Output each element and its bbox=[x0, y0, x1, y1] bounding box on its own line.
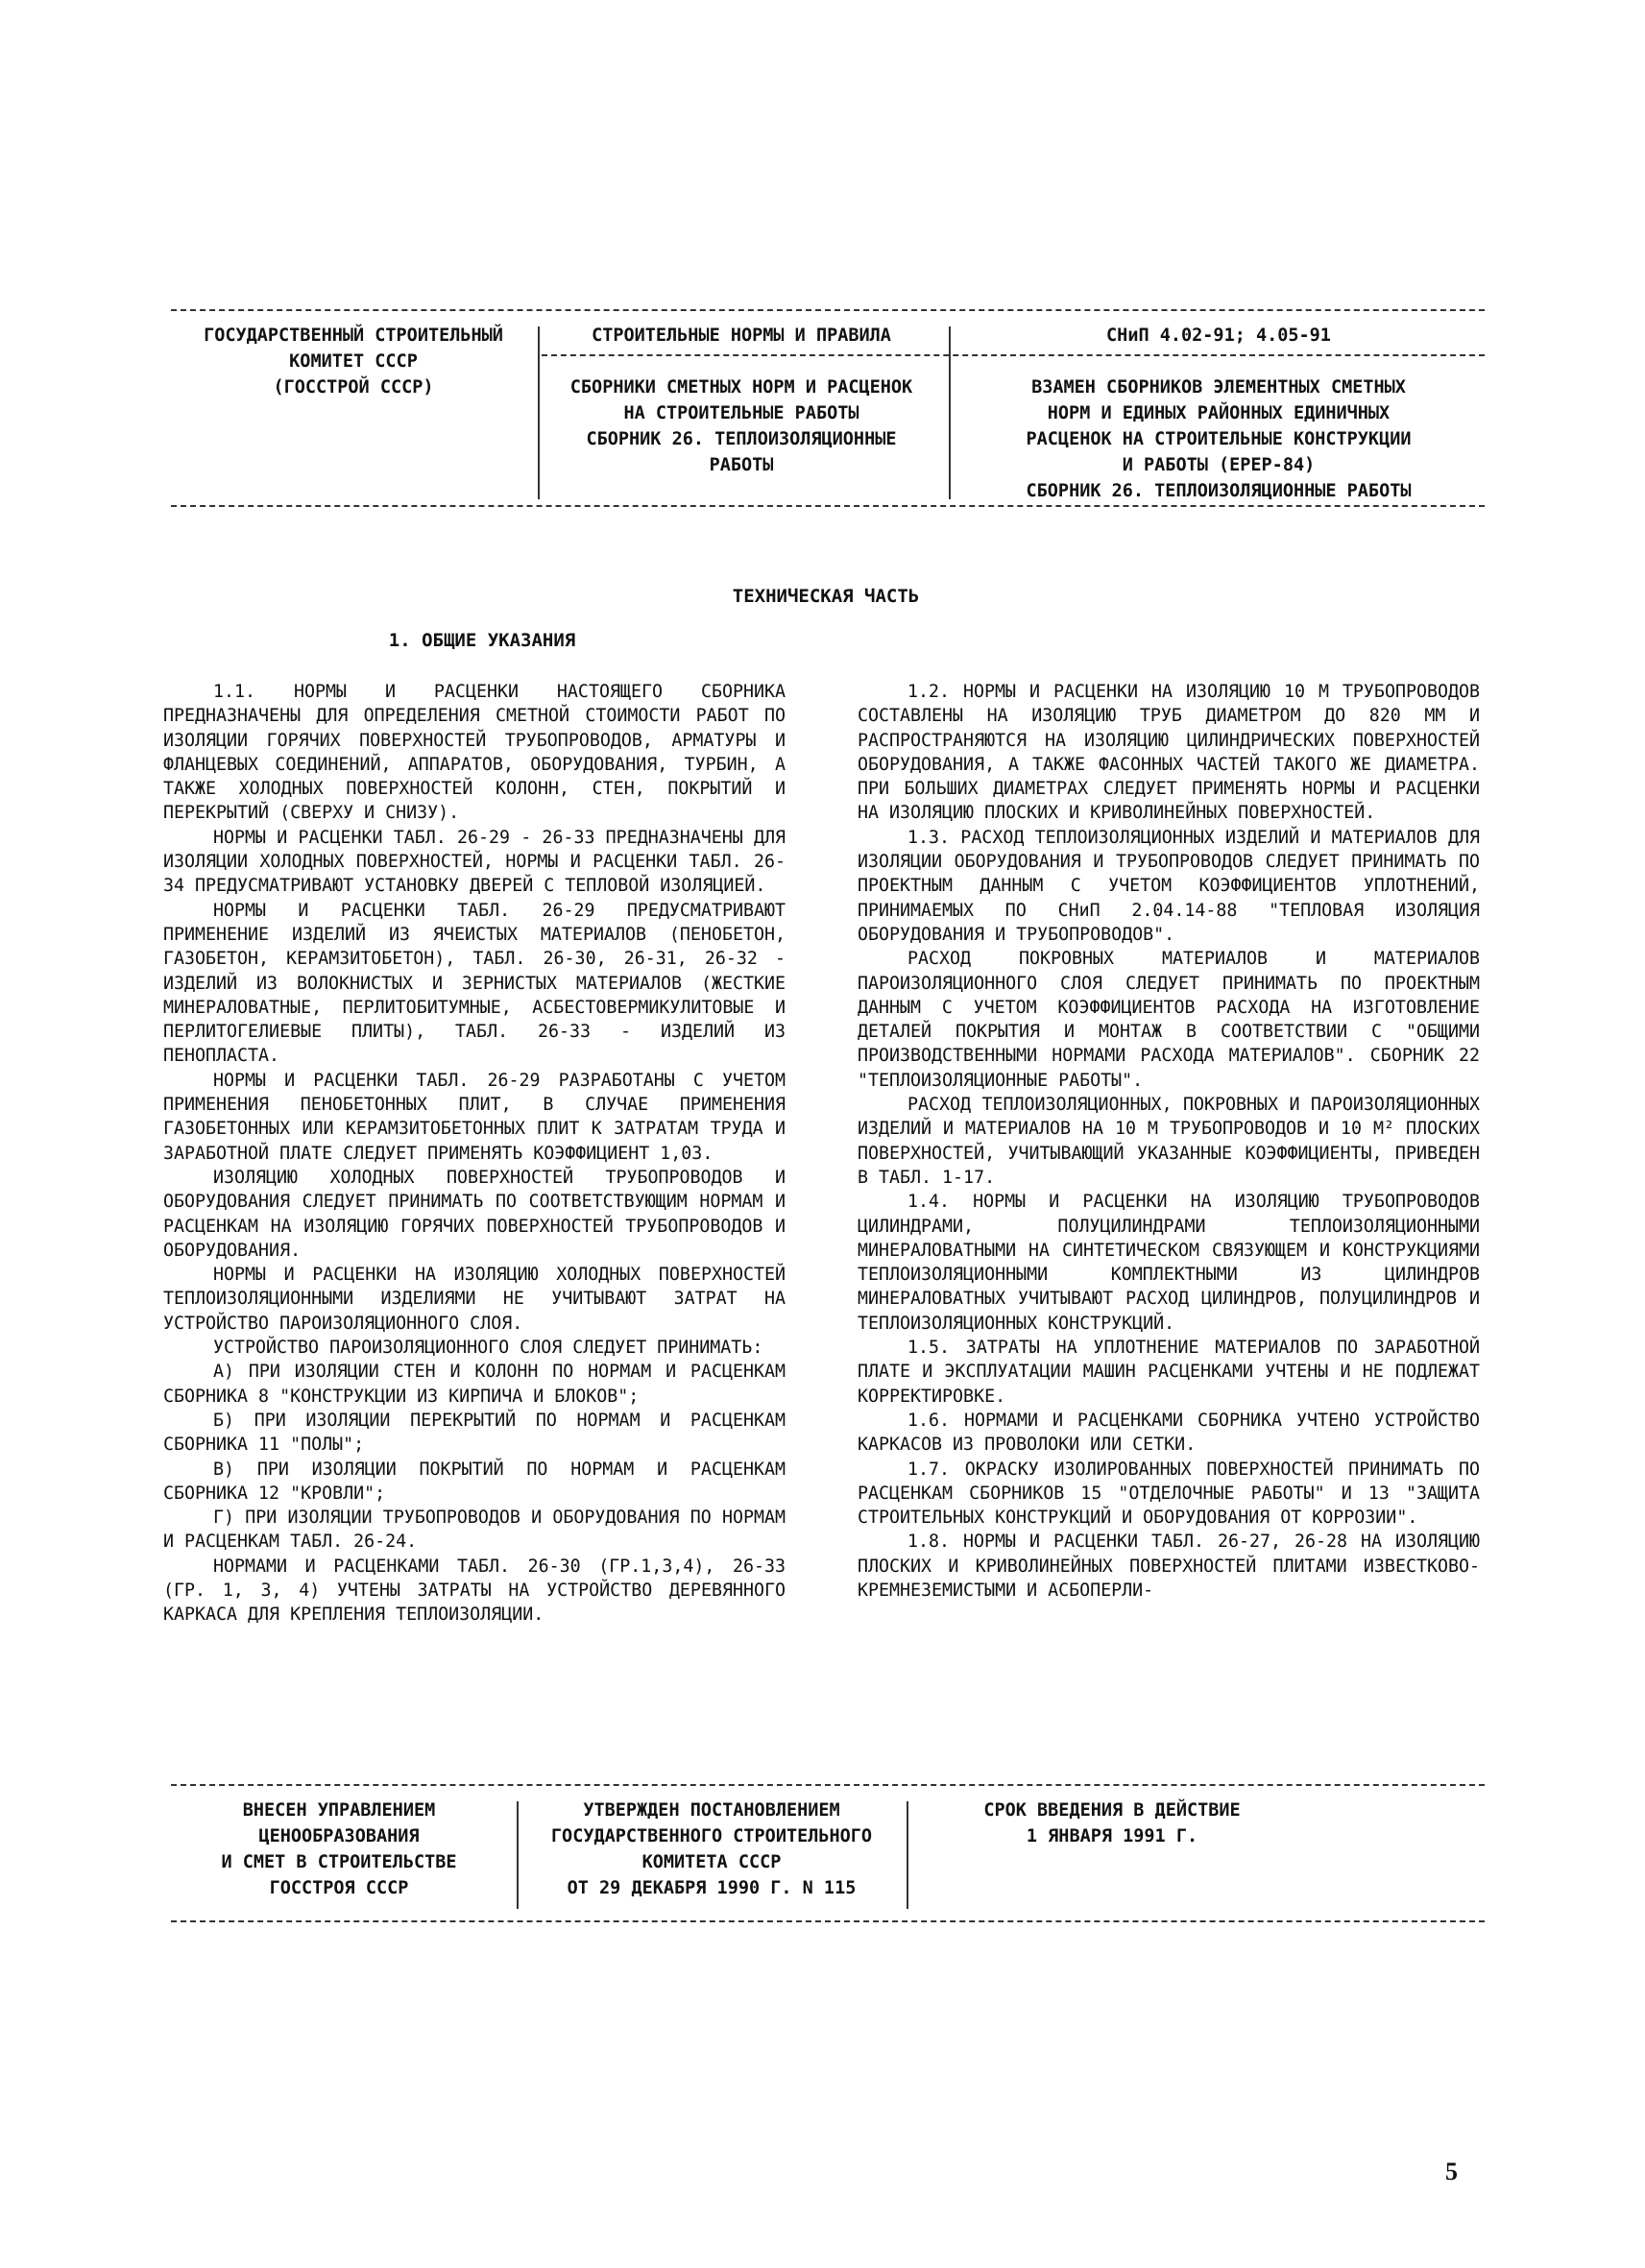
approved-by-block bbox=[520, 1798, 903, 1901]
header-top-rule bbox=[171, 309, 1485, 311]
snip-code: СНиП 4.02-91; 4.05-91 bbox=[1106, 326, 1331, 346]
issuer-line: ГОСУДАРСТВЕННЫЙ СТРОИТЕЛЬНЫЙ bbox=[204, 326, 503, 346]
paragraph: РАСХОД ТЕПЛОИЗОЛЯЦИОННЫХ, ПОКРОВНЫХ И ПАРОИЗОЛЯЦИОННЫХ ИЗДЕЛИЙ И МАТЕРИАЛОВ НА 10 М ТРУБОПРОВОДОВ И 10 М² ПЛОСКИХ ПОВЕРХНОСТЕЙ, УЧИТЫВАЮЩИЙ УКАЗАННЫЕ КОЭФФИЦИЕНТЫ, ПРИВЕДЕН В ТАБЛ. 1-17. bbox=[858, 1095, 1480, 1188]
series-title: СТРОИТЕЛЬНЫЕ НОРМЫ И ПРАВИЛА bbox=[592, 326, 891, 346]
paragraph: 1.8. НОРМЫ И РАСЦЕНКИ ТАБЛ. 26-27, 26-28 НА ИЗОЛЯЦИЮ ПЛОСКИХ И КРИВОЛИНЕЙНЫХ ПОВЕРХНОСТЕЙ ПЛИТАМИ ИЗВЕСТКОВО-КРЕМНЕЗЕМИСТЫМИ И АСБОПЕРЛИ- bbox=[858, 1532, 1480, 1601]
paragraph: 1.2. НОРМЫ И РАСЦЕНКИ НА ИЗОЛЯЦИЮ 10 М ТРУБОПРОВОДОВ СОСТАВЛЕНЫ НА ИЗОЛЯЦИЮ ТРУБ ДИАМЕТРОМ ДО 820 ММ И РАСПРОСТРАНЯЮТСЯ НА ИЗОЛЯЦИЮ ЦИЛИНДРИЧЕСКИХ ПОВЕРХНОСТЕЙ ОБОРУДОВАНИЯ, А ТАКЖЕ ФАСОННЫХ ЧАСТЕЙ ТАКОГО ЖЕ ДИАМЕТРА. ПРИ БОЛЬШИХ ДИАМЕТРАХ СЛЕДУЕТ ПРИМЕНЯТЬ НОРМЫ И РАСЦЕНКИ НА ИЗОЛЯЦИЮ ПЛОСКИХ И КРИВОЛИНЕЙНЫХ ПОВЕРХНОСТЕЙ. bbox=[858, 682, 1480, 824]
approved-by-line: КОМИТЕТА СССР bbox=[641, 1852, 782, 1872]
paragraph: НОРМАМИ И РАСЦЕНКАМИ ТАБЛ. 26-30 (ГР.1,3,4), 26-33 (ГР. 1, 3, 4) УЧТЕНЫ ЗАТРАТЫ НА УСТРОЙСТВО ДЕРЕВЯННОГО КАРКАСА ДЛЯ КРЕПЛЕНИЯ ТЕПЛОИЗОЛЯЦИИ. bbox=[163, 1556, 786, 1626]
introduced-by-line: ГОССТРОЯ СССР bbox=[269, 1878, 409, 1898]
effective-line: 1 ЯНВАРЯ 1991 Г. bbox=[1026, 1826, 1198, 1846]
paragraph: Б) ПРИ ИЗОЛЯЦИИ ПЕРЕКРЫТИЙ ПО НОРМАМ И РАСЦЕНКАМ СБОРНИКА 11 "ПОЛЫ"; bbox=[163, 1410, 786, 1456]
approved-by-line: ОТ 29 ДЕКАБРЯ 1990 Г. N 115 bbox=[567, 1878, 857, 1898]
paragraph: 1.3. РАСХОД ТЕПЛОИЗОЛЯЦИОННЫХ ИЗДЕЛИЙ И МАТЕРИАЛОВ ДЛЯ ИЗОЛЯЦИИ ОБОРУДОВАНИЯ И ТРУБОПРОВОДОВ СЛЕДУЕТ ПРИНИМАТЬ ПО ПРОЕКТНЫМ ДАННЫМ С УЧЕТОМ КОЭФФИЦИЕНТОВ УПЛОТНЕНИЙ, ПРИНИМАЕМЫХ ПО СНиП 2.04.14-88 "ТЕПЛОВАЯ ИЗОЛЯЦИЯ ОБОРУДОВАНИЯ И ТРУБОПРОВОДОВ". bbox=[858, 827, 1480, 945]
right-column bbox=[858, 680, 1480, 1603]
replaces-line: НОРМ И ЕДИНЫХ РАЙОННЫХ ЕДИНИЧНЫХ bbox=[1047, 403, 1391, 423]
subsection-title: 1. ОБЩИЕ УКАЗАНИЯ bbox=[388, 630, 576, 651]
effective-line: СРОК ВВЕДЕНИЯ В ДЕЙСТВИЕ bbox=[983, 1800, 1241, 1821]
paragraph: 1.7. ОКРАСКУ ИЗОЛИРОВАННЫХ ПОВЕРХНОСТЕЙ ПРИНИМАТЬ ПО РАСЦЕНКАМ СБОРНИКОВ 15 "ОТДЕЛОЧНЫЕ РАБОТЫ" И 13 "ЗАЩИТА СТРОИТЕЛЬНЫХ КОНСТРУКЦИЙ И ОБОРУДОВАНИЯ ОТ КОРРОЗИИ". bbox=[858, 1459, 1480, 1529]
replaces-line: ВЗАМЕН СБОРНИКОВ ЭЛЕМЕНТНЫХ СМЕТНЫХ bbox=[1031, 377, 1406, 398]
paragraph: 1.4. НОРМЫ И РАСЦЕНКИ НА ИЗОЛЯЦИЮ ТРУБОПРОВОДОВ ЦИЛИНДРАМИ, ПОЛУЦИЛИНДРАМИ ТЕПЛОИЗОЛЯЦИОННЫМИ МИНЕРАЛОВАТНЫМИ НА СИНТЕТИЧЕСКОМ СВЯЗУЮЩЕМ И КОНСТРУКЦИЯМИ ТЕПЛОИЗОЛЯЦИОННЫМИ КОМПЛЕКТНЫМИ ИЗ ЦИЛИНДРОВ МИНЕРАЛОВАТНЫХ УЧИТЫВАЮТ РАСХОД ЦИЛИНДРОВ, ПОЛУЦИЛИНДРОВ И ТЕПЛОИЗОЛЯЦИОННЫХ КОНСТРУКЦИЙ. bbox=[858, 1192, 1480, 1334]
introduced-by-line: ЦЕНООБРАЗОВАНИЯ bbox=[258, 1826, 420, 1846]
paragraph: Г) ПРИ ИЗОЛЯЦИИ ТРУБОПРОВОДОВ И ОБОРУДОВАНИЯ ПО НОРМАМ И РАСЦЕНКАМ ТАБЛ. 26-24. bbox=[163, 1508, 786, 1553]
issuer-line: КОМИТЕТ СССР bbox=[289, 351, 418, 372]
paragraph: В) ПРИ ИЗОЛЯЦИИ ПОКРЫТИЙ ПО НОРМАМ И РАСЦЕНКАМ СБОРНИКА 12 "КРОВЛИ"; bbox=[163, 1459, 786, 1504]
paragraph: УСТРОЙСТВО ПАРОИЗОЛЯЦИОННОГО СЛОЯ СЛЕДУЕТ ПРИНИМАТЬ: bbox=[213, 1338, 763, 1359]
replaces-line: СБОРНИК 26. ТЕПЛОИЗОЛЯЦИОННЫЕ РАБОТЫ bbox=[1026, 481, 1412, 501]
code-block bbox=[953, 323, 1485, 503]
header-divider bbox=[949, 326, 951, 499]
paragraph: НОРМЫ И РАСЦЕНКИ ТАБЛ. 26-29 РАЗРАБОТАНЫ С УЧЕТОМ ПРИМЕНЕНИЯ ПЕНОБЕТОННЫХ ПЛИТ, В СЛУЧАЕ ПРИМЕНЕНИЯ ГАЗОБЕТОННЫХ ИЛИ КЕРАМЗИТОБЕТОННЫХ ПЛИТ К ЗАТРАТАМ ТРУДА И ЗАРАБОТНОЙ ПЛАТЕ СЛЕДУЕТ ПРИМЕНЯТЬ КОЭФФИЦИЕНТ 1,03. bbox=[163, 1070, 786, 1164]
collection-block bbox=[542, 323, 941, 503]
collection-line: НА СТРОИТЕЛЬНЫЕ РАБОТЫ bbox=[623, 403, 859, 423]
paragraph: НОРМЫ И РАСЦЕНКИ НА ИЗОЛЯЦИЮ ХОЛОДНЫХ ПОВЕРХНОСТЕЙ ТЕПЛОИЗОЛЯЦИОННЫМИ ИЗДЕЛИЯМИ НЕ УЧИТЫВАЮТ ЗАТРАТ НА УСТРОЙСТВО ПАРОИЗОЛЯЦИОННОГО СЛОЯ. bbox=[163, 1265, 786, 1334]
introduced-by-block bbox=[171, 1798, 507, 1901]
section-title: ТЕХНИЧЕСКАЯ ЧАСТЬ bbox=[732, 586, 920, 607]
header-divider bbox=[538, 326, 540, 499]
header-bottom-rule bbox=[171, 505, 1485, 507]
footer-bottom-rule bbox=[171, 1920, 1485, 1922]
collection-line: РАБОТЫ bbox=[709, 455, 774, 475]
paragraph: 1.1. НОРМЫ И РАСЦЕНКИ НАСТОЯЩЕГО СБОРНИКА ПРЕДНАЗНАЧЕНЫ ДЛЯ ОПРЕДЕЛЕНИЯ СМЕТНОЙ СТОИМОСТИ РАБОТ ПО ИЗОЛЯЦИИ ГОРЯЧИХ ПОВЕРХНОСТЕЙ ТРУБОПРОВОДОВ, АРМАТУРЫ И ФЛАНЦЕВЫХ СОЕДИНЕНИЙ, АППАРАТОВ, ОБОРУДОВАНИЯ, ТУРБИН, А ТАКЖЕ ХОЛОДНЫХ ПОВЕРХНОСТЕЙ КОЛОНН, СТЕН, ПОКРЫТИЙ И ПЕРЕКРЫТИЙ (СВЕРХУ И СНИЗУ). bbox=[163, 682, 786, 824]
footer-divider bbox=[517, 1801, 519, 1909]
paragraph: А) ПРИ ИЗОЛЯЦИИ СТЕН И КОЛОНН ПО НОРМАМ И РАСЦЕНКАМ СБОРНИКА 8 "КОНСТРУКЦИИ ИЗ КИРПИЧА И БЛОКОВ"; bbox=[163, 1362, 786, 1407]
collection-line: СБОРНИКИ СМЕТНЫХ НОРМ И РАСЦЕНОК bbox=[569, 377, 913, 398]
issuer-block bbox=[171, 323, 536, 503]
paragraph: НОРМЫ И РАСЦЕНКИ ТАБЛ. 26-29 - 26-33 ПРЕДНАЗНАЧЕНЫ ДЛЯ ИЗОЛЯЦИИ ХОЛОДНЫХ ПОВЕРХНОСТЕЙ, НОРМЫ И РАСЦЕНКИ ТАБЛ. 26-34 ПРЕДУСМАТРИВАЮТ УСТАНОВКУ ДВЕРЕЙ С ТЕПЛОВОЙ ИЗОЛЯЦИЕЙ. bbox=[163, 827, 786, 897]
paragraph: НОРМЫ И РАСЦЕНКИ ТАБЛ. 26-29 ПРЕДУСМАТРИВАЮТ ПРИМЕНЕНИЕ ИЗДЕЛИЙ ИЗ ЯЧЕИСТЫХ МАТЕРИАЛОВ (ПЕНОБЕТОН, ГАЗОБЕТОН, КЕРАМЗИТОБЕТОН), ТАБЛ. 26-30, 26-31, 26-32 - ИЗДЕЛИЙ ИЗ ВОЛОКНИСТЫХ И ЗЕРНИСТЫХ МАТЕРИАЛОВ (ЖЕСТКИЕ МИНЕРАЛОВАТНЫЕ, ПЕРЛИТОБИТУМНЫЕ, АСБЕСТОВЕРМИКУЛИТОВЫЕ И ПЕРЛИТОГЕЛИЕВЫЕ ПЛИТЫ), ТАБЛ. 26-33 - ИЗДЕЛИЙ ИЗ ПЕНОПЛАСТА. bbox=[163, 900, 786, 1067]
replaces-line: РАСЦЕНОК НА СТРОИТЕЛЬНЫЕ КОНСТРУКЦИИ bbox=[1026, 429, 1412, 449]
left-column bbox=[163, 680, 786, 1628]
footer-top-rule bbox=[171, 1784, 1485, 1786]
approved-by-line: УТВЕРЖДЕН ПОСТАНОВЛЕНИЕМ bbox=[583, 1800, 840, 1821]
replaces-line: И РАБОТЫ (ЕРЕР-84) bbox=[1122, 455, 1316, 475]
collection-line: СБОРНИК 26. ТЕПЛОИЗОЛЯЦИОННЫЕ bbox=[586, 429, 897, 449]
issuer-line: (ГОССТРОЙ СССР) bbox=[273, 377, 434, 398]
paragraph: РАСХОД ПОКРОВНЫХ МАТЕРИАЛОВ И МАТЕРИАЛОВ ПАРОИЗОЛЯЦИОННОГО СЛОЯ СЛЕДУЕТ ПРИНИМАТЬ ПО ПРОЕКТНЫМ ДАННЫМ С УЧЕТОМ КОЭФФИЦИЕНТОВ РАСХОДА НА ИЗГОТОВЛЕНИЕ ДЕТАЛЕЙ ПОКРЫТИЯ И МОНТАЖ В СООТВЕТСТВИИ С "ОБЩИМИ ПРОИЗВОДСТВЕННЫМИ НОРМАМИ РАСХОДА МАТЕРИАЛОВ". СБОРНИК 22 "ТЕПЛОИЗОЛЯЦИОННЫЕ РАБОТЫ". bbox=[858, 949, 1480, 1091]
footer-divider bbox=[907, 1801, 908, 1909]
page-number: 5 bbox=[1445, 2158, 1458, 2185]
paragraph: 1.6. НОРМАМИ И РАСЦЕНКАМИ СБОРНИКА УЧТЕНО УСТРОЙСТВО КАРКАСОВ ИЗ ПРОВОЛОКИ ИЛИ СЕТКИ. bbox=[858, 1410, 1480, 1456]
document-header bbox=[171, 323, 1485, 503]
paragraph: 1.5. ЗАТРАТЫ НА УПЛОТНЕНИЕ МАТЕРИАЛОВ ПО ЗАРАБОТНОЙ ПЛАТЕ И ЭКСПЛУАТАЦИИ МАШИН РАСЦЕНКАМИ УЧТЕНЫ И НЕ ПОДЛЕЖАТ КОРРЕКТИРОВКЕ. bbox=[858, 1338, 1480, 1407]
paragraph: ИЗОЛЯЦИЮ ХОЛОДНЫХ ПОВЕРХНОСТЕЙ ТРУБОПРОВОДОВ И ОБОРУДОВАНИЯ СЛЕДУЕТ ПРИНИМАТЬ ПО СООТВЕТСТВУЮЩИМ НОРМАМ И РАСЦЕНКАМ НА ИЗОЛЯЦИЮ ГОРЯЧИХ ПОВЕРХНОСТЕЙ ТРУБОПРОВОДОВ И ОБОРУДОВАНИЯ. bbox=[163, 1167, 786, 1261]
effective-date-block bbox=[920, 1798, 1304, 1849]
introduced-by-line: И СМЕТ В СТРОИТЕЛЬСТВЕ bbox=[221, 1852, 457, 1872]
introduced-by-line: ВНЕСЕН УПРАВЛЕНИЕМ bbox=[242, 1800, 436, 1821]
approved-by-line: ГОСУДАРСТВЕННОГО СТРОИТЕЛЬНОГО bbox=[550, 1826, 873, 1846]
